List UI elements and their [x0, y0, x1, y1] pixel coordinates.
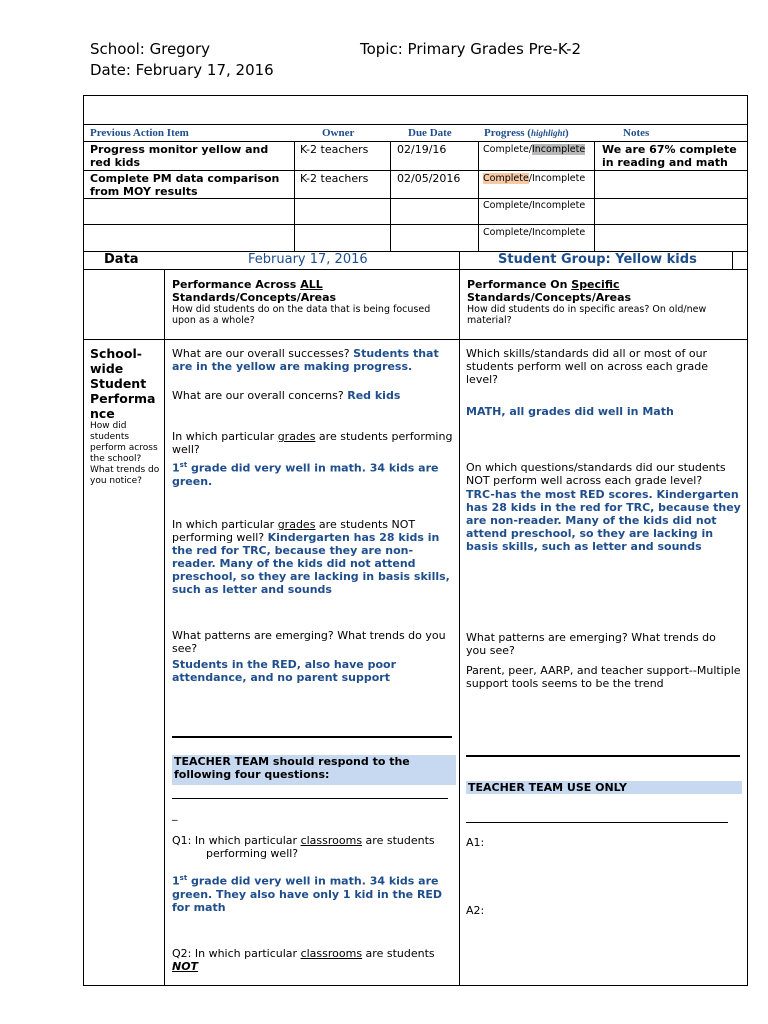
row2-due: 02/05/2016: [397, 172, 461, 185]
left-patterns: What patterns are emerging? What trends do you see?: [172, 629, 446, 655]
col-progress: Progress (highlight): [484, 127, 569, 139]
right-team-line: [466, 822, 728, 823]
row2-owner: K-2 teachers: [300, 172, 369, 185]
col-previous-action: Previous Action Item: [90, 127, 189, 139]
date-label: Date: February 17, 2016: [90, 61, 274, 79]
row1-notes: We are 67% complete in reading and math: [602, 143, 737, 169]
sidebar-title: School-wide Student Performa nce: [90, 346, 156, 421]
overall-successes: What are our overall successes? Students that are in the yellow are making progress.: [172, 347, 439, 373]
team-dash: _: [172, 808, 178, 821]
col-owner: Owner: [322, 127, 355, 139]
col-due-date: Due Date: [408, 127, 452, 139]
topic-label: Topic: Primary Grades Pre-K-2: [360, 40, 582, 58]
team-q2: Q2: In which particular classrooms are students NOT: [172, 947, 435, 973]
across-heading: Performance Across ALL Standards/Concepts/Areas How did students do on the data that is being focused upon as a whole?: [172, 278, 431, 326]
row1-due: 02/19/16: [397, 143, 447, 156]
answer-a1: A1:: [466, 836, 485, 849]
right-not-well-answer: TRC-has the most RED scores. Kindergarten has 28 kids in the red for TRC, because they are non-reader. Many of the kids did not attend preschool, so they are lacking in basis skills, such as letter and sounds: [466, 488, 741, 553]
band-date: February 17, 2016: [248, 252, 368, 267]
overall-concerns: What are our overall concerns? Red kids: [172, 389, 401, 402]
left-patterns-answer: Students in the RED, also have poor attendance, and no parent support: [172, 658, 397, 684]
answer-a2: A2:: [466, 904, 485, 917]
team-q1: Q1: In which particular classrooms are students performing well?: [172, 834, 435, 860]
row2-progress: Complete/Incomplete: [483, 173, 586, 184]
grades-performing-well: In which particular grades are students performing well?: [172, 430, 453, 456]
grades-not-well: In which particular grades are students NOT performing well? Kindergarten has 28 kids in the red for TRC, because they are non-reader. Many of the kids did not attend preschool, so they are lacking in basis skills, such as letter and sounds: [172, 518, 450, 596]
col-notes: Notes: [623, 127, 650, 139]
left-divider: [172, 736, 452, 738]
right-not-well-question: On which questions/standards did our students NOT perform well across each grade level?: [466, 461, 726, 487]
right-skills-answer: MATH, all grades did well in Math: [466, 405, 674, 418]
row4-progress: Complete/Incomplete: [483, 227, 586, 238]
team-line: [172, 798, 448, 799]
right-patterns: What patterns are emerging? What trends do you see?: [466, 631, 716, 657]
right-patterns-answer: Parent, peer, AARP, and teacher support--Multiple support tools seems to be the trend: [466, 664, 741, 690]
sidebar-sub: How did students perform across the school? What trends do you notice?: [90, 421, 160, 486]
school-label: School: Gregory: [90, 40, 211, 58]
row2-item: Complete PM data comparison from MOY results: [90, 172, 280, 198]
teacher-team-title: TEACHER TEAM should respond to the following four questions:: [172, 755, 456, 785]
row1-item: Progress monitor yellow and red kids: [90, 143, 269, 169]
teacher-team-use-only: TEACHER TEAM USE ONLY: [466, 781, 742, 794]
specific-heading: Performance On Specific Standards/Concepts/Areas How did students do in specific areas? On old/new material?: [467, 278, 707, 326]
team-a1: 1st grade did very well in math. 34 kids are green. They also have only 1 kid in the RED for math: [172, 874, 443, 914]
right-divider: [466, 755, 740, 757]
sidebar-cell: [90, 346, 162, 487]
grades-well-answer: 1st grade did very well in math. 34 kids are green.: [172, 461, 439, 488]
row1-progress: Complete/Incomplete: [483, 144, 586, 155]
row1-owner: K-2 teachers: [300, 143, 369, 156]
data-label: Data: [104, 252, 139, 267]
row3-progress: Complete/Incomplete: [483, 200, 586, 211]
student-group: Student Group: Yellow kids: [498, 252, 697, 267]
right-skills-question: Which skills/standards did all or most of our students perform well on across each grade level?: [466, 347, 709, 386]
